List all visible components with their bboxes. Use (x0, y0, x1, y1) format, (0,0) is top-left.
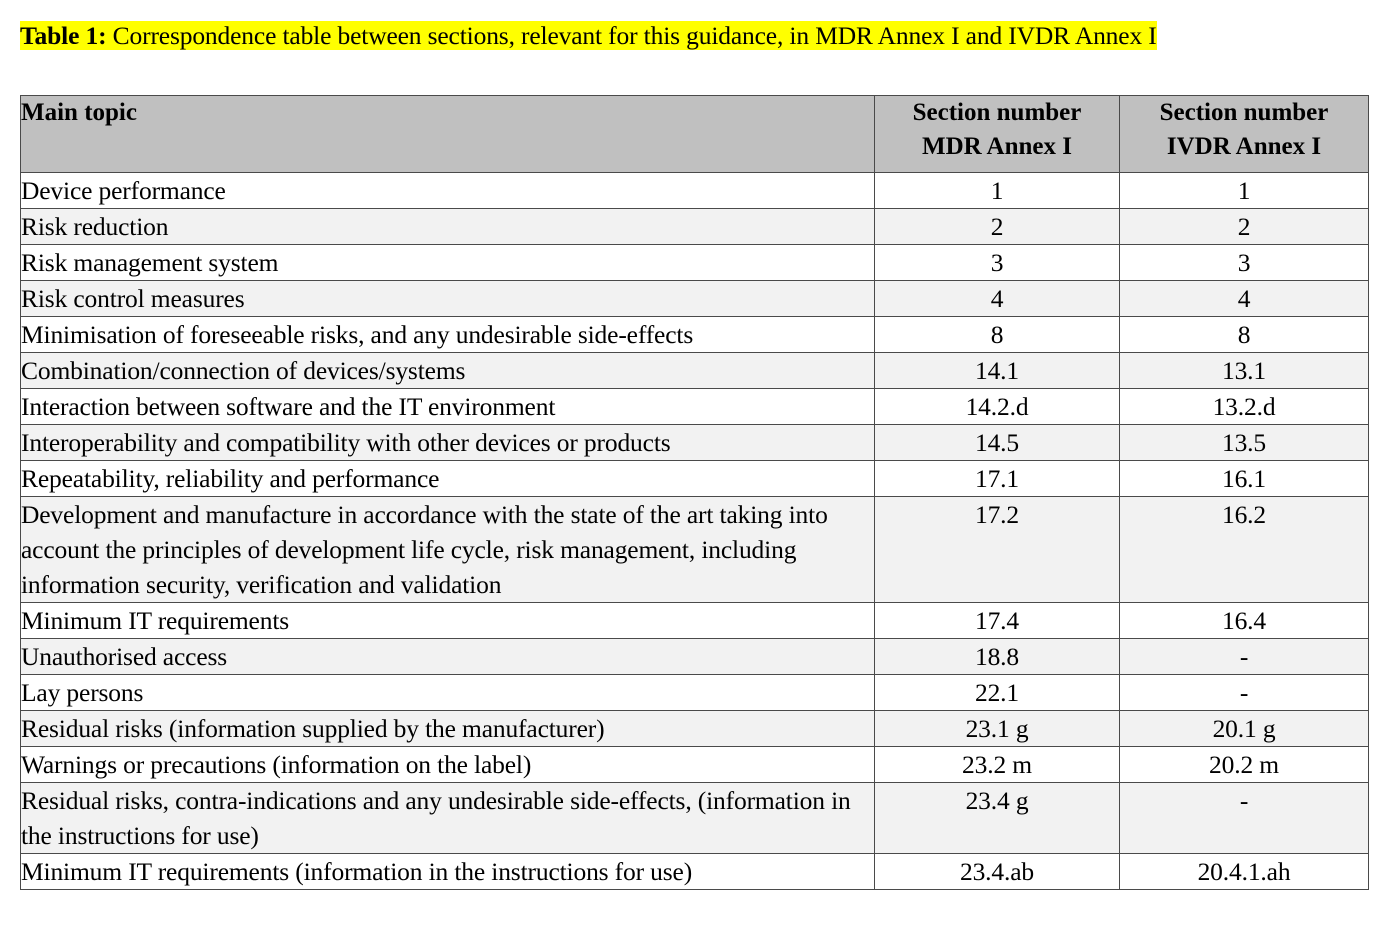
cell-mdr-section: 23.4.ab (875, 854, 1120, 890)
table-row (21, 173, 1369, 209)
cell-mdr-section: 3 (875, 245, 1120, 281)
cell-mdr-section: 2 (875, 209, 1120, 245)
cell-mdr-section: 1 (875, 173, 1120, 209)
cell-mdr-section: 14.2.d (875, 389, 1120, 425)
column-header-ivdr-line-2: IVDR Annex I (1166, 133, 1322, 160)
table-row (21, 209, 1369, 245)
cell-ivdr-section: - (1120, 675, 1369, 711)
cell-ivdr-section: 2 (1120, 209, 1369, 245)
column-header-mdr-line-1: Section number (912, 99, 1082, 126)
cell-mdr-section: 22.1 (875, 675, 1120, 711)
cell-main-topic: Minimum IT requirements (information in the instructions for use) (21, 854, 875, 890)
correspondence-table-wrapper (20, 95, 1368, 890)
column-header-mdr-section (875, 96, 1120, 173)
cell-ivdr-section: 1 (1120, 173, 1369, 209)
table-row (21, 281, 1369, 317)
column-header-main-topic (21, 96, 875, 173)
table-row (21, 497, 1369, 603)
cell-ivdr-section: 13.2.d (1120, 389, 1369, 425)
table-row (21, 389, 1369, 425)
cell-main-topic: Lay persons (21, 675, 875, 711)
cell-main-topic: Risk management system (21, 245, 875, 281)
cell-mdr-section: 23.2 m (875, 747, 1120, 783)
cell-mdr-section: 14.5 (875, 425, 1120, 461)
table-row (21, 353, 1369, 389)
cell-ivdr-section: 16.2 (1120, 497, 1369, 603)
cell-main-topic: Minimum IT requirements (21, 603, 875, 639)
table-row (21, 461, 1369, 497)
caption-text: Correspondence table between sections, relevant for this guidance, in MDR Annex I and IVDR Annex I (106, 21, 1157, 50)
correspondence-table (20, 95, 1369, 890)
cell-ivdr-section: 3 (1120, 245, 1369, 281)
table-row (21, 603, 1369, 639)
cell-main-topic: Warnings or precautions (information on the label) (21, 747, 875, 783)
cell-ivdr-section: 13.1 (1120, 353, 1369, 389)
cell-main-topic: Residual risks, contra-indications and any undesirable side-effects, (information in the instructions for use) (21, 783, 875, 854)
cell-main-topic: Combination/connection of devices/systems (21, 353, 875, 389)
cell-mdr-section: 8 (875, 317, 1120, 353)
cell-ivdr-section: 4 (1120, 281, 1369, 317)
cell-mdr-section: 17.1 (875, 461, 1120, 497)
cell-mdr-section: 4 (875, 281, 1120, 317)
column-header-ivdr-section (1120, 96, 1369, 173)
column-header-ivdr-line-1: Section number (1159, 99, 1329, 126)
cell-main-topic: Device performance (21, 173, 875, 209)
cell-main-topic: Interaction between software and the IT environment (21, 389, 875, 425)
cell-main-topic: Unauthorised access (21, 639, 875, 675)
table-row (21, 854, 1369, 890)
cell-main-topic: Risk control measures (21, 281, 875, 317)
column-header-mdr-line-2: MDR Annex I (921, 133, 1072, 160)
caption-label: Table 1: (20, 21, 107, 50)
cell-main-topic: Risk reduction (21, 209, 875, 245)
table-row (21, 639, 1369, 675)
cell-mdr-section: 23.1 g (875, 711, 1120, 747)
table-row (21, 747, 1369, 783)
cell-ivdr-section: 20.4.1.ah (1120, 854, 1369, 890)
cell-ivdr-section: 16.1 (1120, 461, 1369, 497)
table-caption (20, 19, 1379, 53)
cell-ivdr-section: 20.2 m (1120, 747, 1369, 783)
table-header-row (21, 96, 1369, 173)
cell-mdr-section: 14.1 (875, 353, 1120, 389)
cell-ivdr-section: 16.4 (1120, 603, 1369, 639)
cell-mdr-section: 17.2 (875, 497, 1120, 603)
table-row (21, 317, 1369, 353)
column-header-main-topic-line-1: Main topic (21, 99, 137, 126)
table-row (21, 783, 1369, 854)
table-row (21, 245, 1369, 281)
table-header (21, 96, 1369, 173)
cell-ivdr-section: 8 (1120, 317, 1369, 353)
cell-mdr-section: 18.8 (875, 639, 1120, 675)
cell-main-topic: Interoperability and compatibility with other devices or products (21, 425, 875, 461)
table-row (21, 711, 1369, 747)
cell-main-topic: Repeatability, reliability and performance (21, 461, 875, 497)
cell-main-topic: Residual risks (information supplied by the manufacturer) (21, 711, 875, 747)
cell-mdr-section: 17.4 (875, 603, 1120, 639)
table-body (21, 173, 1369, 890)
cell-main-topic: Development and manufacture in accordance with the state of the art taking into account the principles of development life cycle, risk management, including information security, verification and validation (21, 497, 875, 603)
table-row (21, 425, 1369, 461)
cell-mdr-section: 23.4 g (875, 783, 1120, 854)
caption-highlight (20, 21, 1157, 50)
cell-ivdr-section: - (1120, 639, 1369, 675)
cell-ivdr-section: - (1120, 783, 1369, 854)
cell-ivdr-section: 20.1 g (1120, 711, 1369, 747)
table-row (21, 675, 1369, 711)
cell-ivdr-section: 13.5 (1120, 425, 1369, 461)
cell-main-topic: Minimisation of foreseeable risks, and any undesirable side-effects (21, 317, 875, 353)
